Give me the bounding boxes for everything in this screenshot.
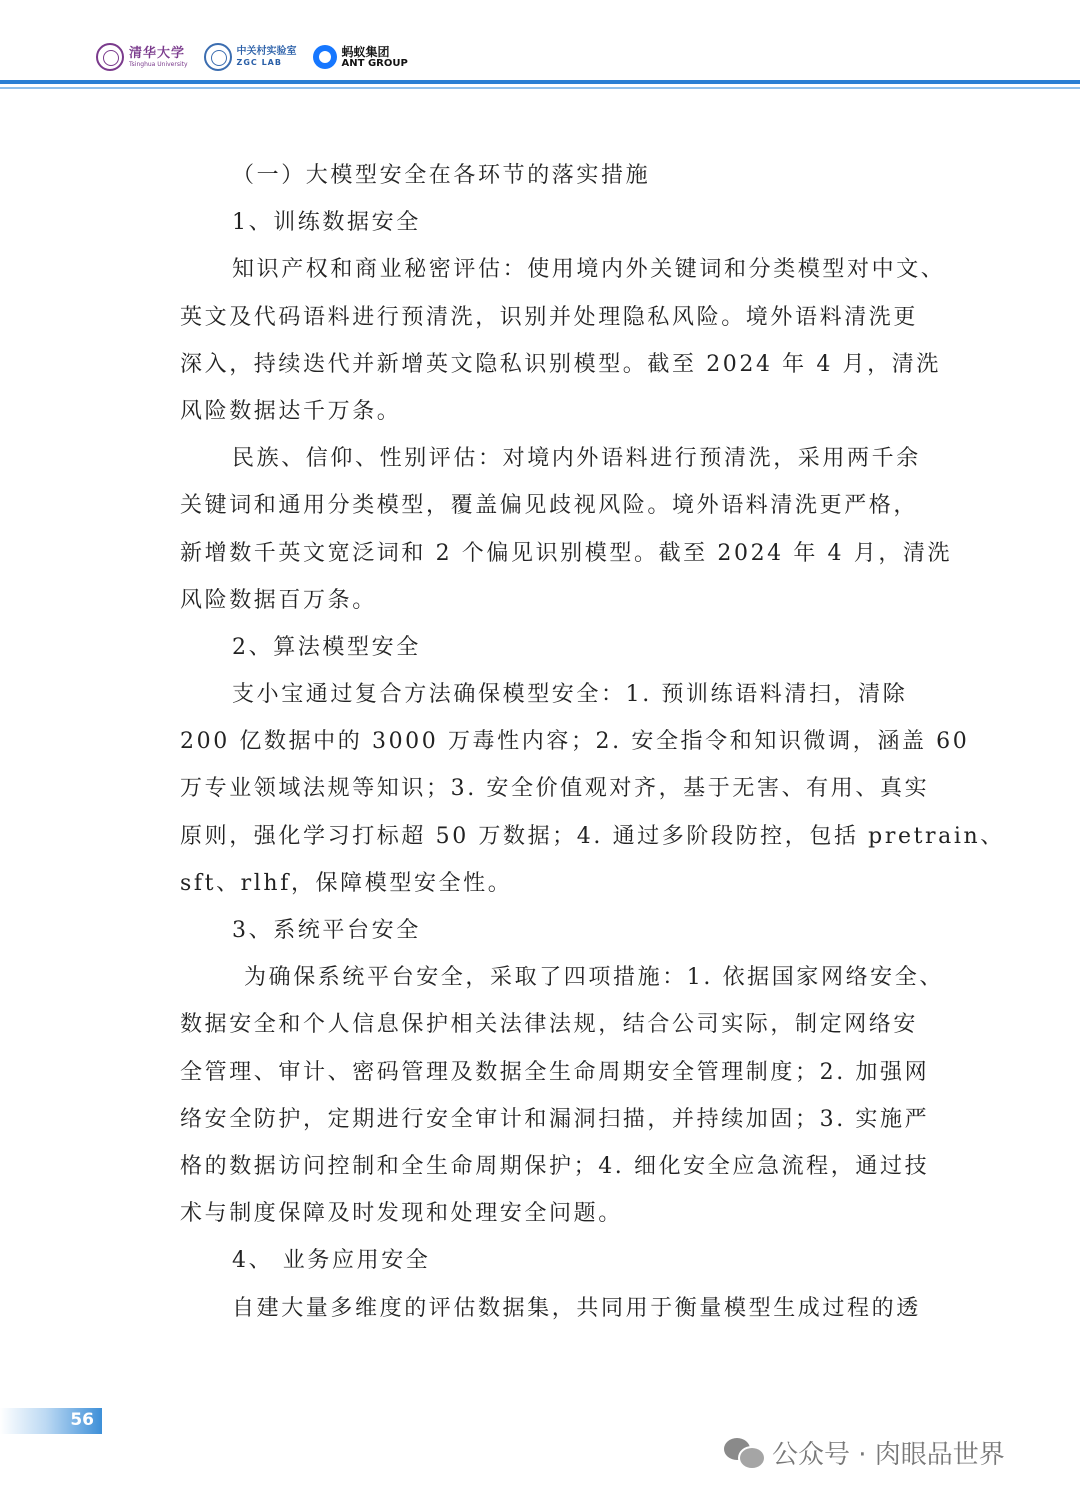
page-number: 56 [70, 1410, 94, 1430]
body-line: 支小宝通过复合方法确保模型安全：1. 预训练语料清扫，清除 [232, 682, 908, 708]
body-line: 200 亿数据中的 3000 万毒性内容；2. 安全指令和知识微调，涵盖 60 [180, 729, 970, 755]
document-body [180, 152, 1005, 1332]
page-number-bar [0, 1408, 102, 1434]
body-line: 新增数千英文宽泛词和 2 个偏见识别模型。截至 2024 年 4 月，清洗 [180, 540, 953, 566]
body-line: 全管理、审计、密码管理及数据全生命周期安全管理制度；2. 加强网 [180, 1059, 930, 1085]
subheading-training-data: 1、训练数据安全 [232, 210, 421, 236]
subheading-business-application: 4、 业务应用安全 [232, 1248, 431, 1274]
body-line: 格的数据访问控制和全生命周期保护；4. 细化安全应急流程，通过技 [180, 1153, 930, 1179]
zgc-logo-name: 中关村实验室 [236, 46, 297, 57]
header-logos [96, 38, 424, 76]
body-line: 民族、信仰、性别评估：对境内外语料进行预清洗，采用两千余 [232, 446, 921, 472]
watermark [724, 1432, 1005, 1472]
body-line: 知识产权和商业秘密评估：使用境内外关键词和分类模型对中文、 [232, 257, 946, 283]
body-line: 风险数据达千万条。 [180, 398, 402, 424]
body-line: 英文及代码语料进行预清洗，识别并处理隐私风险。境外语料清洗更 [180, 304, 919, 330]
page-header [0, 0, 1080, 92]
tsinghua-logo [96, 43, 188, 71]
ant-group-logo [313, 45, 408, 69]
body-line: 原则，强化学习打标超 50 万数据；4. 通过多阶段防控，包括 pretrain、 [180, 823, 1005, 849]
zgc-logo-sub: ZGC LAB [236, 58, 282, 67]
zgc-lab-logo [204, 43, 297, 71]
body-line: sft、rlhf，保障模型安全性。 [180, 870, 513, 896]
body-line: 深入，持续迭代并新增英文隐私识别模型。截至 2024 年 4 月，清洗 [180, 351, 941, 377]
body-line: 数据安全和个人信息保护相关法律法规，结合公司实际，制定网络安 [180, 1012, 919, 1038]
section-heading: （一）大模型安全在各环节的落实措施 [232, 163, 651, 188]
ant-logo-sub: ANT GROUP [341, 57, 408, 69]
body-line: 自建大量多维度的评估数据集，共同用于衡量模型生成过程的透 [232, 1295, 921, 1321]
body-line: 关键词和通用分类模型，覆盖偏见歧视风险。境外语料清洗更严格， [180, 493, 919, 519]
tsinghua-logo-sub: Tsinghua University [129, 60, 188, 68]
ant-group-mark-icon [313, 45, 337, 69]
subheading-algorithm-model: 2、算法模型安全 [232, 634, 421, 660]
subheading-system-platform: 3、系统平台安全 [232, 918, 421, 943]
body-line: 为确保系统平台安全，采取了四项措施：1. 依据国家网络安全、 [244, 965, 944, 991]
zgc-seal-icon [204, 43, 232, 71]
body-line: 万专业领域法规等知识；3. 安全价值观对齐，基于无害、有用、真实 [180, 776, 930, 802]
body-line: 络安全防护，定期进行安全审计和漏洞扫描，并持续加固；3. 实施严 [180, 1106, 930, 1132]
header-rule-secondary [0, 87, 1080, 89]
body-line: 术与制度保障及时发现和处理安全问题。 [180, 1201, 623, 1227]
body-line: 风险数据百万条。 [180, 587, 377, 613]
watermark-text: 公众号 · 肉眼品世界 [772, 1439, 1005, 1470]
tsinghua-logo-name: 清华大学 [129, 45, 186, 61]
wechat-icon [724, 1436, 764, 1468]
tsinghua-seal-icon [96, 43, 124, 71]
header-rule-primary [0, 80, 1080, 84]
ant-logo-name: 蚂蚁集团 [341, 44, 390, 59]
